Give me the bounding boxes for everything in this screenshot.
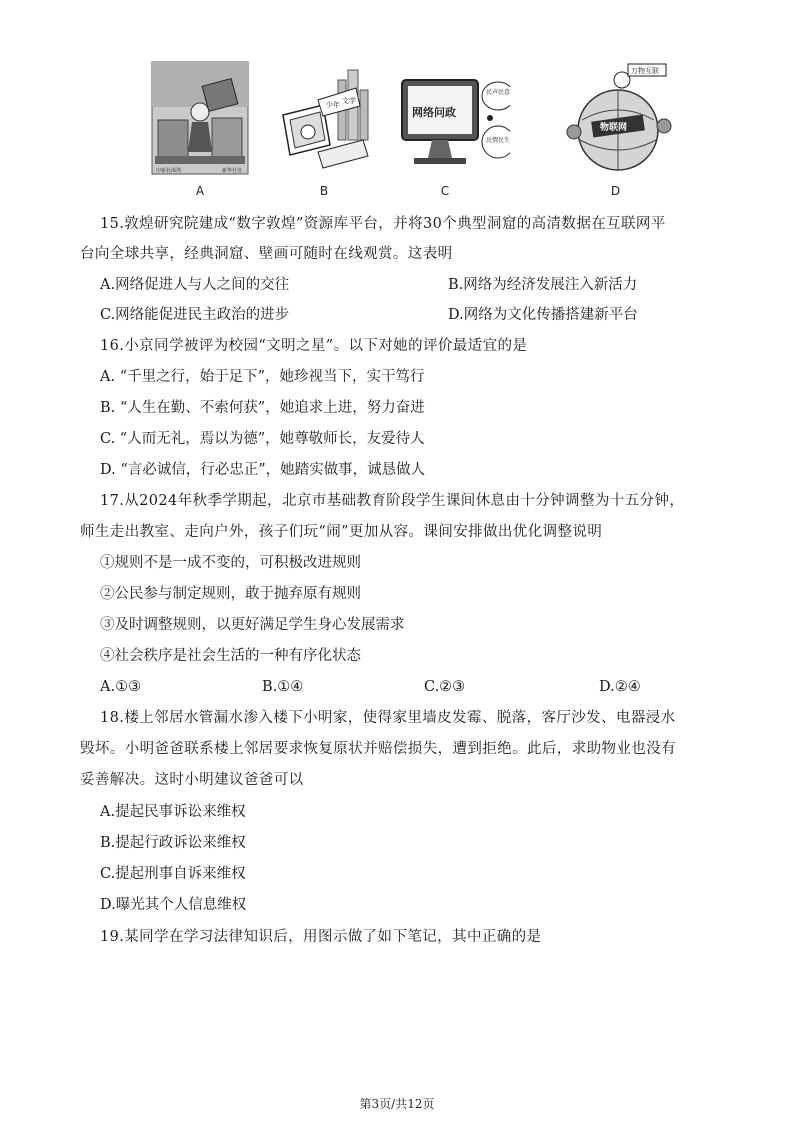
figure-letter: D — [610, 184, 621, 198]
figure-letter: A — [195, 184, 205, 198]
q17-stem-line1: 17.从2024年秋季学期起，北京市基础教育阶段学生课间休息由十分钟调整为十五分钟， — [100, 493, 685, 509]
q15-option-a: A.网络促进人与人之间的交往 — [100, 277, 290, 293]
figure-c — [400, 60, 510, 198]
q18-stem-line2: 毁坏。小明爸爸联系楼上邻居要求恢复原状并赔偿损失，遭到拒绝。此后，求助物业也没有 — [80, 741, 676, 757]
cartoon-b-image — [268, 60, 378, 180]
bubble-bottom: 民情民生 — [486, 137, 510, 144]
q17-stem-line2: 师生走出教室、走向户外，孩子们玩“闹”更加从容。课间安排做出优化调整说明 — [80, 524, 603, 540]
q16-option-d: D. “言必诚信，行必忠正”，她踏实做事，诚恳做人 — [100, 462, 426, 478]
q18-option-c: C.提起刑事自诉来维权 — [100, 866, 246, 882]
q15-option-d: D.网络为文化传播搭建新平台 — [448, 307, 638, 323]
figure-d — [562, 60, 677, 198]
q17-statement-2: ②公民参与制定规则，敢于抛弃原有规则 — [100, 586, 361, 602]
q17-option-c: C.②③ — [424, 679, 466, 695]
page-number: 第3页/共12页 — [359, 1097, 435, 1111]
q18-option-b: B.提起行政诉讼来维权 — [100, 835, 246, 851]
figure-letter: C — [440, 184, 450, 198]
q15-option-c: C.网络能促进民主政治的进步 — [100, 307, 290, 323]
flag-label: 少年 — [326, 101, 340, 109]
caption-right: 新华社发 — [222, 168, 243, 174]
q16-option-a: A. “千里之行，始于足下”，她珍视当下，实干笃行 — [100, 369, 425, 385]
q18-option-a: A.提起民事诉讼来维权 — [100, 804, 246, 820]
q16-option-b: B. “人生在勤、不索何获”，她追求上进，努力奋进 — [100, 400, 425, 416]
figure-letter: B — [319, 184, 329, 198]
q17-option-d: D.②④ — [599, 679, 641, 695]
q16-stem: 16.小京同学被评为校园“文明之星”。以下对她的评价最适宜的是 — [100, 338, 528, 354]
q17-option-b: B.①④ — [262, 679, 304, 695]
q17-statement-3: ③及时调整规则，以更好满足学生身心发展需求 — [100, 617, 405, 633]
q19-stem: 19.某同学在学习法律知识后，用图示做了如下笔记，其中正确的是 — [100, 929, 542, 945]
q15-stem-line1: 15.敦煌研究院建成“数字敦煌”资源库平台，并将30个典型洞窟的高清数据在互联网平 — [100, 216, 666, 232]
figure-b — [268, 60, 368, 198]
q18-stem-line3: 妥善解决。这时小明建议爸爸可以 — [80, 772, 304, 788]
screen-label: 网络问政 — [412, 106, 456, 119]
screen-label: 文学 — [342, 97, 356, 105]
q17-statement-4: ④社会秩序是社会生活的一种有序化状态 — [100, 648, 361, 664]
q15-stem-line2: 台向全球共享，经典洞窟、壁画可随时在线观赏。这表明 — [80, 246, 453, 262]
tag-label: 万物互联 — [631, 67, 659, 75]
illustration-row — [150, 60, 680, 198]
q17-option-a: A.①③ — [100, 679, 142, 695]
cartoon-d-image — [562, 60, 677, 180]
q18-stem-line1: 18.楼上邻居水管漏水渗入楼下小明家，使得家里墙皮发霉、脱落，客厅沙发、电器浸水 — [100, 710, 676, 726]
q15-option-b: B.网络为经济发展注入新活力 — [448, 277, 638, 293]
q16-option-c: C. “人而无礼，焉以为德”，她尊敬师长，友爱待人 — [100, 431, 425, 447]
cartoon-c-image — [400, 60, 510, 180]
banner-label: 物联网 — [600, 123, 628, 133]
cartoon-a-image — [150, 60, 250, 180]
q17-statement-1: ①规则不是一成不变的，可积极改进规则 — [100, 555, 361, 571]
q18-option-d: D.曝光其个人信息维权 — [100, 897, 247, 913]
caption-left: 中新社深圳 — [156, 168, 182, 174]
bubble-top: 民声民意 — [486, 89, 510, 96]
figure-a — [150, 60, 250, 198]
